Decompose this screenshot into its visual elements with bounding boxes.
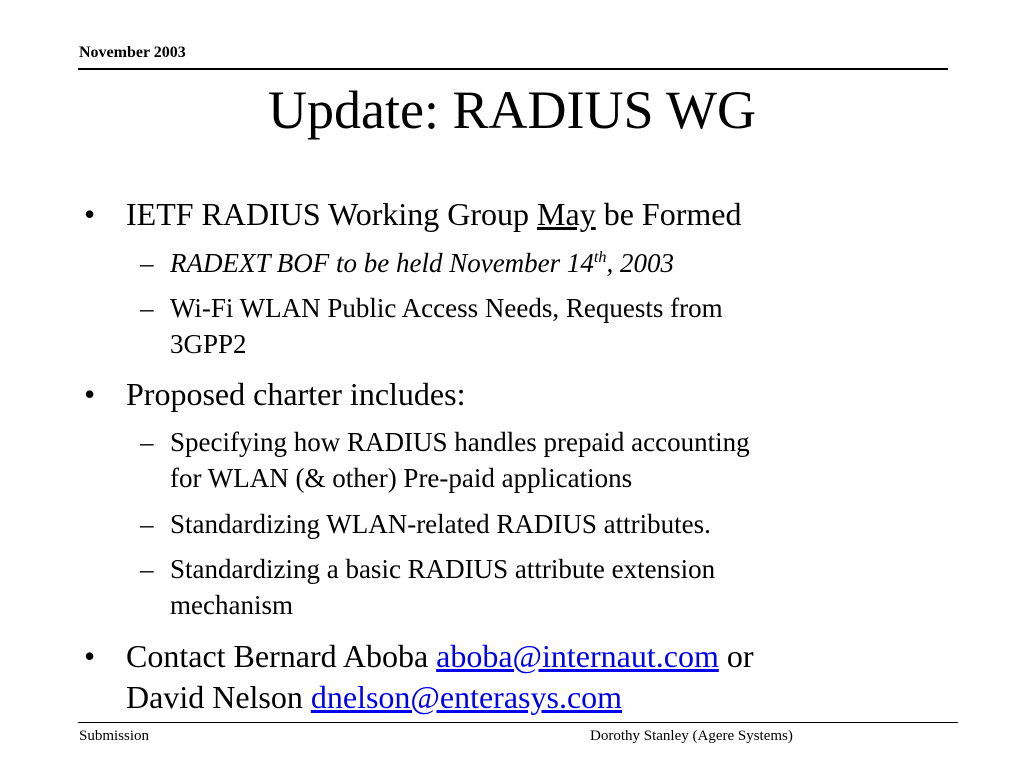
footer-submission: Submission [79, 728, 150, 744]
bullet-text-part: David Nelson [126, 679, 311, 715]
bullet-text-part: Contact Bernard Aboba [126, 638, 437, 674]
header-date: November 2003 [79, 44, 186, 61]
bullet-marker: • [84, 196, 96, 232]
underlined-word: May [537, 196, 596, 232]
sub-bullet-line: Specifying how RADIUS handles prepaid accounting [170, 427, 750, 457]
dash-marker: – [140, 427, 154, 457]
sub-bullet-line: mechanism [170, 590, 293, 620]
sub-bullet-text: Standardizing WLAN-related RADIUS attributes. [170, 509, 711, 539]
sub-bullet-text-part: , 2003 [606, 248, 675, 278]
email-link-dnelson[interactable]: dnelson@enterasys.com [310, 679, 623, 715]
header-divider [78, 68, 948, 70]
sub-bullet-line: for WLAN (& other) Pre-paid applications [170, 463, 633, 493]
bullet-text [126, 678, 622, 716]
sub-bullet-text-part: RADEXT BOF to be held November 14 [170, 248, 594, 278]
slide-title: Update: RADIUS WG [268, 80, 756, 140]
sub-bullet-text [170, 245, 674, 281]
bullet-text [126, 637, 754, 675]
superscript: th [593, 248, 607, 266]
sub-bullet-line: Standardizing a basic RADIUS attribute extension [170, 554, 716, 584]
dash-marker: – [140, 293, 154, 323]
bullet-text: Proposed charter includes: [126, 376, 466, 412]
bullet-marker: • [84, 638, 96, 674]
footer-author: Dorothy Stanley (Agere Systems) [590, 728, 793, 744]
bullet-marker: • [84, 376, 96, 412]
dash-marker: – [140, 248, 154, 278]
sub-bullet-line: Wi-Fi WLAN Public Access Needs, Requests from [170, 293, 723, 323]
sub-bullet-line: 3GPP2 [170, 329, 247, 359]
dash-marker: – [140, 554, 154, 584]
email-link-aboba[interactable]: aboba@internaut.com [436, 638, 719, 674]
bullet-text-part: IETF RADIUS Working Group [126, 196, 538, 232]
bullet-text-part: be Formed [595, 196, 742, 232]
bullet-text [126, 195, 741, 233]
bullet-text-part: or [718, 638, 754, 674]
footer-divider [78, 722, 958, 723]
dash-marker: – [140, 509, 154, 539]
